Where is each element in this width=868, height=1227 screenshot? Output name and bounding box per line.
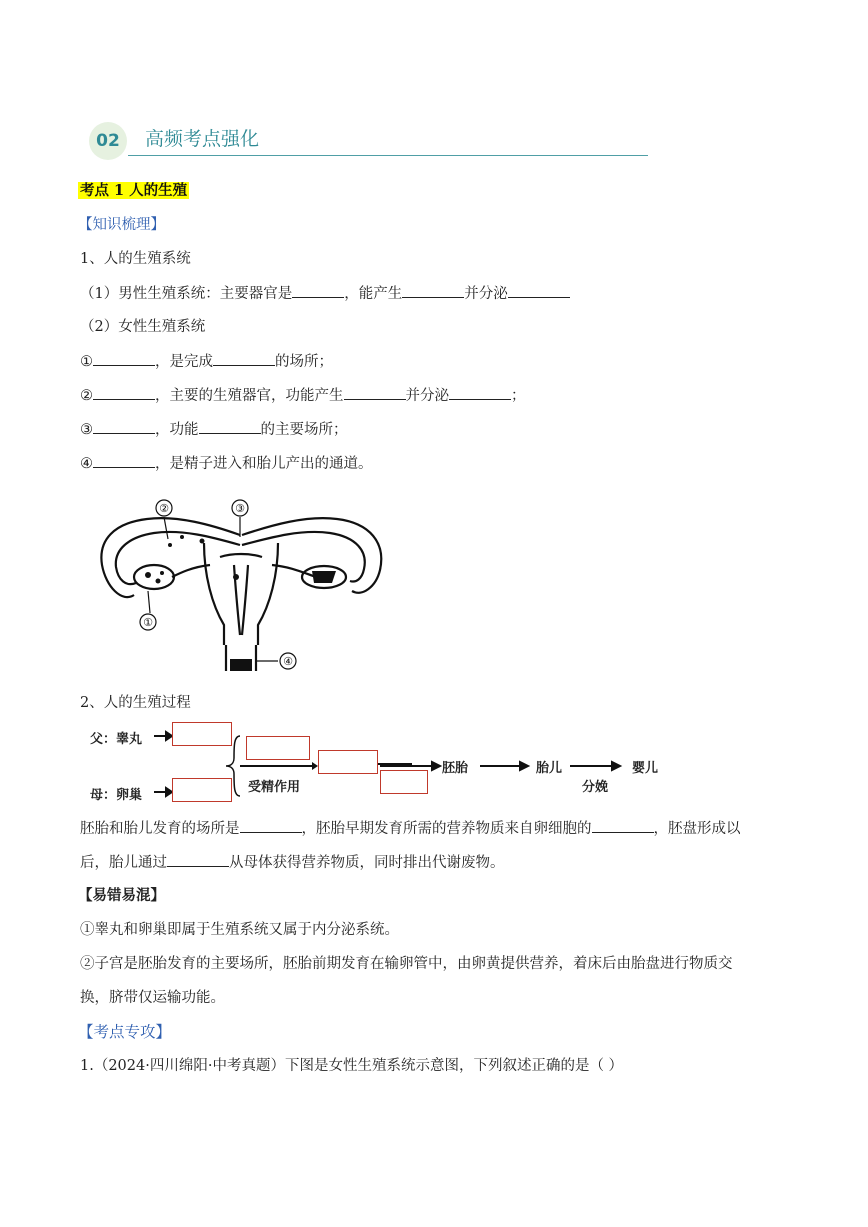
female-line-3 [80, 419, 348, 440]
female-line-1 [80, 351, 333, 372]
item-1-heading: 1、人的生殖系统 [80, 251, 191, 267]
ovary-product-box[interactable] [172, 778, 232, 802]
fertilization-label: 受精作用 [248, 780, 301, 795]
blank-field[interactable] [93, 351, 155, 366]
blank-field[interactable] [240, 818, 302, 833]
question-1: 1.（2024·四川绵阳·中考真题）下图是女性生殖系统示意图，下列叙述正确的是（ ） [80, 1058, 624, 1074]
para-text-a: 胚胎和胎儿发育的场所是 [80, 821, 240, 837]
uterus-illustration [92, 495, 392, 675]
f1-marker: ① [80, 354, 93, 370]
development-paragraph-line2 [80, 852, 505, 873]
blank-field[interactable] [344, 385, 406, 400]
reproduction-flow-diagram [80, 718, 700, 808]
f2-text-b: ，主要的生殖器官，功能产生 [155, 388, 344, 404]
knowledge-header: 【知识梳理】 [78, 217, 165, 233]
diagram-label-2: ② [159, 502, 169, 515]
blank-field[interactable] [508, 283, 570, 298]
male-text-b: ，能产生 [344, 286, 403, 302]
blank-field[interactable] [93, 453, 155, 468]
mother-label: 母：卵巢 [90, 788, 143, 803]
fetus-label: 胎儿 [536, 761, 563, 776]
male-text-a: （1）男性生殖系统：主要器官是 [80, 286, 293, 302]
f1-text-c: 的场所； [275, 354, 333, 370]
diagram-label-1: ① [143, 616, 153, 629]
testis-product-box[interactable] [172, 722, 232, 746]
pitfall-header: 【易错易混】 [78, 887, 165, 904]
f3-text-c: 的主要场所； [260, 422, 348, 438]
f2-text-d: ； [511, 388, 526, 404]
development-paragraph-line1 [80, 818, 741, 839]
para-text-e: 从母体获得营养物质，同时排出代谢废物。 [229, 855, 505, 871]
zygote-box[interactable] [318, 750, 378, 774]
f3-text-b: ，功能 [155, 422, 199, 438]
location-box[interactable] [380, 770, 428, 794]
section-number-badge: 02 [89, 122, 127, 160]
f2-marker: ② [80, 388, 93, 404]
blank-field[interactable] [402, 283, 464, 298]
female-system-heading: （2）女性生殖系统 [80, 319, 206, 335]
topic-highlight: 考点 1 人的生殖 [80, 182, 188, 199]
diagram-label-4: ④ [283, 655, 293, 668]
para-text-b: ，胚胎早期发育所需的营养物质来自卵细胞的 [301, 821, 592, 837]
embryo-label: 胚胎 [442, 761, 469, 776]
practice-header: 【考点专攻】 [78, 1023, 172, 1041]
female-line-4 [80, 453, 373, 474]
f2-text-c: 并分泌 [405, 388, 449, 404]
para-text-c: ，胚盘形成以 [653, 821, 741, 837]
section-title: 高频考点强化 [145, 128, 260, 150]
f3-marker: ③ [80, 422, 93, 438]
f4-text-b: ，是精子进入和胎儿产出的通道。 [155, 456, 373, 472]
pitfall-2-line2: 换，脐带仅运输功能。 [80, 990, 225, 1006]
pitfall-2-line1: ②子宫是胚胎发育的主要场所，胚胎前期发育在输卵管中，由卵黄提供营养，着床后由胎盘进行物质交 [80, 956, 733, 972]
blank-field[interactable] [292, 283, 344, 298]
blank-field[interactable] [592, 818, 654, 833]
f4-marker: ④ [80, 456, 93, 472]
delivery-label: 分娩 [582, 780, 609, 795]
pitfall-1: ①睾丸和卵巢即属于生殖系统又属于内分泌系统。 [80, 922, 399, 938]
male-system-line [80, 283, 570, 304]
f1-text-b: ，是完成 [155, 354, 213, 370]
blank-field[interactable] [93, 385, 155, 400]
diagram-label-3: ③ [235, 502, 245, 515]
blank-field[interactable] [199, 419, 261, 434]
father-label: 父：睾丸 [90, 732, 143, 747]
fertilization-box[interactable] [246, 736, 310, 760]
female-line-2 [80, 385, 526, 406]
female-reproductive-diagram [92, 495, 392, 675]
blank-field[interactable] [449, 385, 511, 400]
blank-field[interactable] [213, 351, 275, 366]
topic-heading [78, 181, 189, 201]
blank-field[interactable] [93, 419, 155, 434]
blank-field[interactable] [167, 852, 229, 867]
para-text-d: 后，胎儿通过 [80, 855, 167, 871]
male-text-c: 并分泌 [464, 286, 508, 302]
item-2-heading: 2、人的生殖过程 [80, 695, 191, 711]
section-divider [128, 155, 648, 156]
baby-label: 婴儿 [632, 761, 659, 776]
